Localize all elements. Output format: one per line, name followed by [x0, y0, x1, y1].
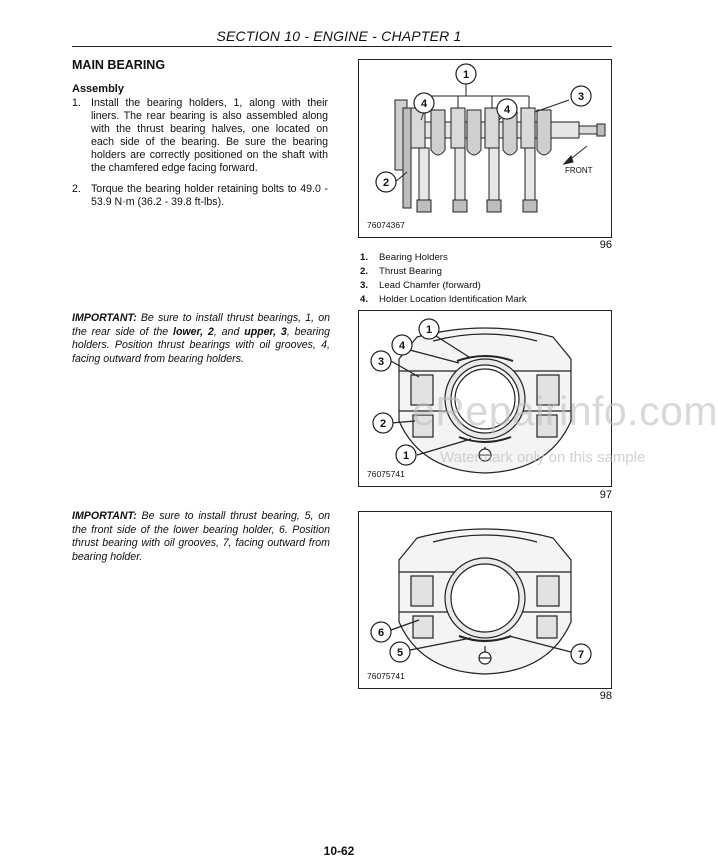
figure-crankshaft — [358, 59, 612, 238]
callout-label: 1 — [425, 324, 433, 336]
section-heading: MAIN BEARING — [72, 58, 166, 72]
crankshaft-illustration — [359, 60, 611, 237]
important-label: IMPORTANT: — [72, 510, 137, 522]
callout-label: 2 — [379, 418, 387, 430]
callout-label: 4 — [503, 104, 511, 116]
legend-number: 3. — [360, 280, 369, 291]
callout-label: 2 — [382, 177, 390, 189]
important-text: , bearing holders. Position thrust bearings with oil grooves, 4, facing outward from bearing holders. — [72, 325, 330, 365]
figure-code: 76074367 — [367, 220, 405, 230]
figure-bearing-holder-front — [358, 511, 612, 689]
step-item — [72, 97, 330, 177]
figure-number: 96 — [599, 239, 612, 251]
page-number: 10-62 — [323, 844, 355, 858]
step-number: 2. — [72, 183, 81, 195]
watermark-note: Watermark only on this sample — [440, 449, 646, 466]
important-text: , and — [213, 325, 245, 338]
step-number: 1. — [72, 97, 81, 109]
bearing-holder-illustration — [359, 512, 611, 688]
callout-label: 5 — [396, 647, 404, 659]
callout-label: 4 — [398, 340, 406, 352]
legend-label: Holder Location Identification Mark — [379, 294, 527, 305]
important-text: Be sure to install thrust bearings, 1, on the rear side of the — [72, 312, 330, 338]
legend-label: Lead Chamfer (forward) — [379, 280, 481, 291]
callout-label: 3 — [377, 356, 385, 368]
figure-code: 76075741 — [367, 671, 405, 681]
step-item — [72, 183, 330, 213]
page-header-title: SECTION 10 - ENGINE - CHAPTER 1 — [216, 28, 462, 44]
important-text: Be sure to install thrust bearing, 5, on the front side of the lower bearing holder, 6. Position thrust bearing with oil grooves, 7, facing outward from bearing holder. — [72, 510, 330, 563]
important-emphasis: lower, 2 — [173, 325, 214, 338]
subheading: Assembly — [72, 83, 124, 95]
legend-label: Thrust Bearing — [379, 266, 442, 277]
figure-number: 97 — [599, 489, 612, 501]
legend-number: 1. — [360, 252, 369, 263]
legend-number: 2. — [360, 266, 369, 277]
callout-label: 6 — [377, 627, 385, 639]
step-text: Install the bearing holders, 1, along with their liners. The rear bearing is also assembled along with the thrust bearing halves, one located on each side of the bearing. Be sure the bearing holders are correctly positioned on the shaft with the chamfered edge facing forward. — [91, 97, 328, 174]
important-emphasis: upper, 3 — [244, 325, 287, 338]
callout-label: 7 — [577, 649, 585, 661]
watermark-site: eRepairinfo.com — [412, 388, 718, 434]
callout-label: 1 — [402, 450, 410, 462]
figure-code: 76075741 — [367, 469, 405, 479]
callout-label: 4 — [420, 98, 428, 110]
figure-number: 98 — [599, 690, 612, 702]
important-label: IMPORTANT: — [72, 312, 137, 324]
legend-number: 4. — [360, 294, 369, 305]
step-text: Torque the bearing holder retaining bolts to 49.0 - 53.9 N·m (36.2 - 39.8 ft-lbs). — [91, 183, 328, 208]
header-rule — [72, 46, 612, 47]
front-label: FRONT — [565, 166, 593, 175]
important-note — [72, 312, 330, 366]
callout-label: 1 — [462, 69, 470, 81]
legend-label: Bearing Holders — [379, 252, 448, 263]
callout-label: 3 — [577, 91, 585, 103]
important-note — [72, 510, 330, 564]
